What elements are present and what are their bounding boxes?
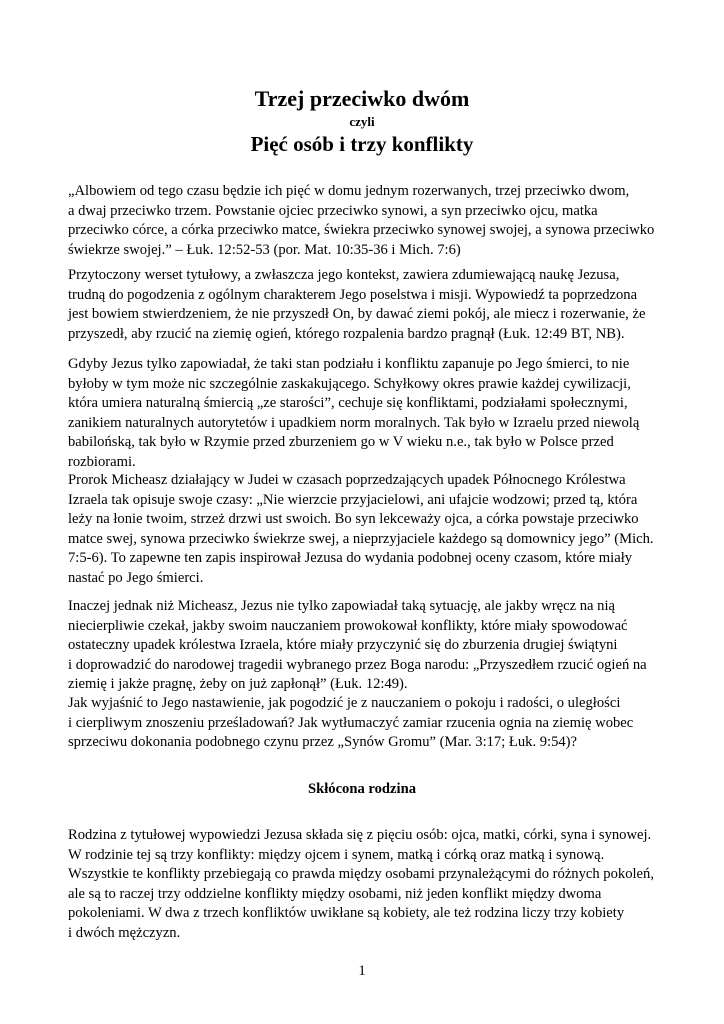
title-connector: czyli xyxy=(349,114,375,129)
document-alt-title: Pięć osób i trzy konflikty xyxy=(250,132,474,156)
text-line: która umiera naturalną śmiercią „ze starości”, cechuje się konfliktami, podziałami społecznymi, xyxy=(68,395,628,411)
text-line: babilońską, tak było w Rzymie przed zburzeniem go w V wieku n.e., tak było w Polsce przed xyxy=(68,434,614,450)
text-line: a dwaj przeciwko trzem. Powstanie ojciec przeciwko synowi, a syn przeciwko ojcu, matka xyxy=(68,202,598,219)
text-line: trudną do pogodzenia z ogólnym charakterem Jego poselstwa i misji. Wypowiedź ta poprzedzona xyxy=(68,286,638,303)
paragraph-3 xyxy=(68,355,660,472)
text-line: zanikiem naturalnych autorytetów i upadkiem norm moralnych. Tak było w Izraelu przed niewolą xyxy=(68,414,640,431)
text-line: matce swej, synowa przeciwko świekrze swej, a nieprzyjaciele każdego są domownicy jego” (Mich. xyxy=(68,530,654,547)
text-line: przeciwko córce, a córka przeciwko matce, świekra przeciwko synowej swojej, a synowa przeciwko xyxy=(68,222,655,238)
text-line: ale są to raczej trzy oddzielne konflikty między osobami, niż jeden konflikt między dwoma xyxy=(68,885,602,902)
text-line: rozbiorami. xyxy=(68,453,136,470)
text-line: Rodzina z tytułowej wypowiedzi Jezusa składa się z pięciu osób: ojca, matki, córki, syna i synowej. xyxy=(68,827,652,843)
text-line: 7:5-6). To zapewne ten zapis inspirował Jezusa do wydania podobnej oceny czasom, które miały xyxy=(68,550,633,566)
text-line: W rodzinie tej są trzy konflikty: między ojcem i synem, matką i córką oraz matką i synową. xyxy=(68,846,605,863)
text-line: nastać po Jego śmierci. xyxy=(68,569,204,586)
paragraph-5 xyxy=(68,597,660,695)
text-line: Przytoczony werset tytułowy, a zwłaszcza jego kontekst, zawiera zdumiewającą naukę Jezusa, xyxy=(68,267,620,283)
text-line: jest bowiem stwierdzeniem, że nie przyszedł On, by dawać ziemi pokój, ale miecz i rozerwanie, że xyxy=(68,306,646,322)
document-title: Trzej przeciwko dwóm xyxy=(254,86,470,111)
text-line: leży na łonie twoim, strzeż drzwi ust swoich. Bo syn lekceważy ojca, a córka powstaje przeciwko xyxy=(68,511,639,527)
text-line: Izraela tak opisuje swoje czasy: „Nie wierzcie przyjacielowi, ani ufajcie wodzowi; przed tą, która xyxy=(68,491,638,508)
text-line: ostateczny upadek królestwa Izraela, które miały przyczynić się do zburzenia drugiej świątyni xyxy=(68,637,618,653)
text-line: byłoby w tym może nic szczególnie zaskakującego. Schyłkowy okres prawie każdej cywilizacji, xyxy=(68,375,631,392)
text-line: Inaczej jednak niż Micheasz, Jezus nie tylko zapowiadał taką sytuację, ale jakby wręcz na nią xyxy=(68,598,616,614)
paragraph-6 xyxy=(68,694,660,753)
text-line: świekrze swojej.” – Łuk. 12:52-53 (por. Mat. 10:35-36 i Mich. 7:6) xyxy=(68,241,461,258)
page-number: 1 xyxy=(358,963,366,979)
text-line: „Albowiem od tego czasu będzie ich pięć w domu jednym rozerwanych, trzej przeciwko dwom, xyxy=(68,183,630,199)
text-line: sprzeciwu dokonania podobnego czynu przez „Synów Gromu” (Mar. 3:17; Łuk. 9:54)? xyxy=(68,734,578,750)
text-line: Wszystkie te konflikty przebiegają co prawda między osobami przynależącymi do różnych pokoleń, xyxy=(68,866,654,882)
section-heading: Skłócona rodzina xyxy=(308,781,416,797)
paragraph-2 xyxy=(68,266,660,344)
text-line: i doprowadzić do narodowej tragedii wybranego przez Boga narodu: „Przyszedłem rzucić ogień na xyxy=(68,656,647,673)
text-line: niecierpliwie czekał, jakby swoim nauczaniem prowokował konflikty, które miały spowodować xyxy=(68,617,628,634)
text-line: pokoleniami. W dwa z trzech konfliktów uwikłane są kobiety, ale też rodzina liczy trzy kobiety xyxy=(68,905,625,921)
text-line: Gdyby Jezus tylko zapowiadał, że taki stan podziału i konfliktu zapanuje po Jego śmierci, to nie xyxy=(68,356,630,372)
text-line: przyszedł, aby rzucić na ziemię ogień, którego rozpalenia bardzo pragnął (Łuk. 12:49 BT, NB). xyxy=(68,325,625,342)
text-line: i dwóch mężczyzn. xyxy=(68,924,181,941)
paragraph-4 xyxy=(68,471,660,588)
text-line: Prorok Micheasz działający w Judei w czasach poprzedzających upadek Północnego Królestwa xyxy=(68,472,626,488)
text-line: Jak wyjaśnić to Jego nastawienie, jak pogodzić je z nauczaniem o pokoju i radości, o uległości xyxy=(68,695,621,711)
text-line: i cierpliwym znoszeniu prześladowań? Jak wytłumaczyć zamiar rzucenia ognia na ziemię wobec xyxy=(68,714,634,731)
text-line: ziemię i jakże pragnę, żeby on już zapłonął” (Łuk. 12:49). xyxy=(68,676,408,692)
section-paragraph xyxy=(68,826,660,943)
paragraph-opening-quote xyxy=(68,182,660,260)
